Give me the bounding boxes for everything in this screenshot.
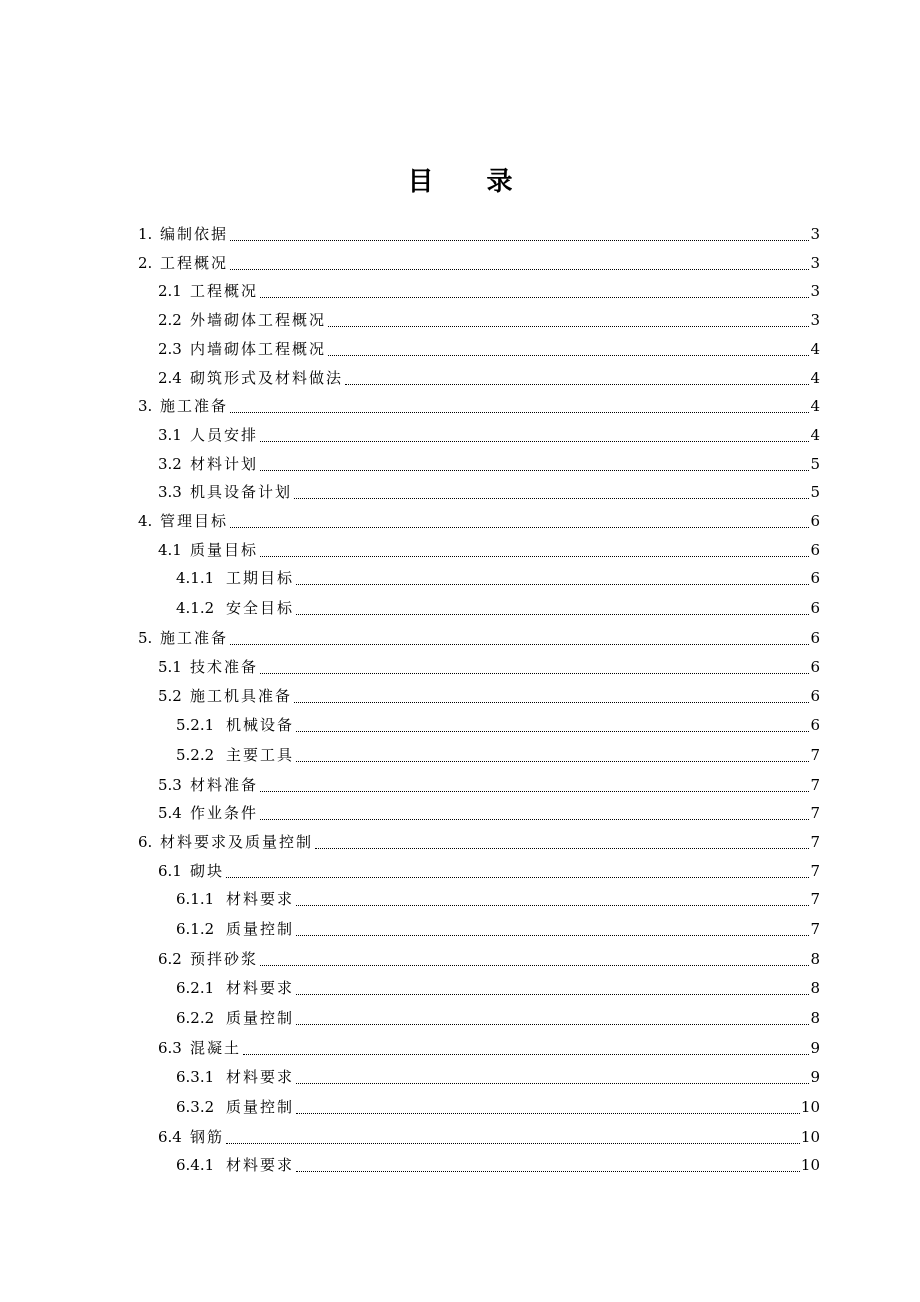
toc-entry-title: 材料要求 [226, 890, 295, 909]
toc-entry-title: 砌筑形式及材料做法 [190, 368, 344, 387]
toc-entry-number: 6.4.1 [176, 1156, 215, 1175]
toc-entry-number: 6.1.2 [176, 920, 215, 939]
toc-entry[interactable] [0, 1065, 920, 1089]
toc-entry[interactable] [0, 251, 920, 275]
toc-entry-page: 10 [800, 1156, 820, 1175]
toc-entry-page: 6 [810, 512, 820, 530]
toc-entry-title: 材料要求 [226, 979, 295, 997]
toc-dot-leader [296, 1024, 809, 1025]
toc-entry-title: 材料计划 [190, 454, 259, 473]
toc-entry[interactable] [0, 596, 920, 620]
toc-entry-title: 质量控制 [226, 1097, 295, 1116]
toc-entry-title: 材料准备 [190, 775, 259, 794]
toc-entry[interactable] [0, 684, 920, 708]
toc-dot-leader [260, 556, 809, 557]
toc-entry-number: 6.3 [158, 1039, 182, 1057]
toc-dot-leader [328, 326, 809, 327]
toc-entry-number: 5.4 [158, 804, 182, 823]
toc-entry-title: 工期目标 [226, 569, 295, 588]
toc-entry[interactable] [0, 308, 920, 332]
toc-entry-number: 5.2.1 [176, 715, 215, 734]
toc-entry-number: 4.1.2 [176, 599, 215, 618]
toc-entry-number: 2.3 [158, 339, 182, 358]
toc-entry-title: 预拌砂浆 [190, 950, 259, 969]
toc-entry[interactable] [0, 1125, 920, 1149]
toc-dot-leader [296, 1083, 809, 1084]
toc-entry-page: 6 [810, 540, 820, 559]
toc-entry[interactable] [0, 887, 920, 911]
toc-entry-number: 6.1 [158, 861, 182, 880]
toc-entry-page: 9 [810, 1067, 820, 1086]
toc-entry-title: 机械设备 [226, 715, 295, 734]
toc-dot-leader [230, 644, 809, 645]
toc-dot-leader [296, 905, 809, 906]
toc-entry-number: 6.3.1 [176, 1067, 215, 1086]
toc-entry[interactable] [0, 655, 920, 679]
toc-dot-leader [296, 761, 809, 762]
toc-entry-title: 质量目标 [190, 540, 259, 559]
toc-entry-title: 材料要求 [226, 1067, 295, 1086]
toc-entry-number: 2.4 [158, 368, 182, 387]
toc-entry-title: 混凝土 [190, 1039, 242, 1057]
toc-entry-page: 6 [810, 715, 820, 734]
toc-dot-leader [296, 731, 809, 732]
toc-entry-number: 4.1 [158, 540, 182, 559]
toc-entry-title: 施工准备 [160, 629, 229, 648]
toc-entry-number: 4.1.1 [176, 569, 215, 588]
toc-entry-page: 7 [810, 745, 820, 764]
toc-dot-leader [260, 673, 809, 674]
toc-entry-title: 内墙砌体工程概况 [190, 339, 327, 358]
toc-dot-leader [296, 614, 809, 615]
toc-entry-number: 4. [138, 512, 153, 530]
toc-entry-number: 5.2.2 [176, 745, 215, 764]
toc-dot-leader [315, 848, 809, 849]
toc-dot-leader [296, 1113, 800, 1114]
toc-entry-number: 6. [138, 832, 153, 851]
toc-entry-page: 6 [810, 686, 820, 705]
toc-entry[interactable] [0, 1153, 920, 1177]
toc-entry[interactable] [0, 713, 920, 737]
toc-entry-title: 外墙砌体工程概况 [190, 311, 327, 330]
toc-entry-page: 6 [810, 569, 820, 588]
toc-entry-number: 6.2.1 [176, 979, 215, 997]
toc-entry[interactable] [0, 394, 920, 418]
toc-dot-leader [243, 1054, 809, 1055]
toc-dot-leader [296, 935, 809, 936]
toc-entry-title: 工程概况 [190, 282, 259, 301]
toc-dot-leader [296, 994, 809, 995]
toc-entry-number: 6.1.1 [176, 890, 215, 909]
toc-entry[interactable] [0, 947, 920, 971]
toc-entry-page: 3 [810, 311, 820, 330]
toc-entry-page: 4 [810, 425, 820, 444]
toc-dot-leader [260, 965, 809, 966]
toc-entry-title: 质量控制 [226, 1009, 295, 1027]
toc-entry[interactable] [0, 1036, 920, 1060]
toc-entry-number: 3.3 [158, 483, 182, 502]
toc-dot-leader [294, 498, 809, 499]
toc-entry-page: 10 [800, 1127, 820, 1146]
toc-dot-leader [226, 1143, 800, 1144]
toc-entry[interactable] [0, 859, 920, 883]
toc-entry-page: 6 [810, 658, 820, 677]
toc-entry[interactable] [0, 538, 920, 562]
toc-entry-page: 8 [810, 950, 820, 969]
toc-entry[interactable] [0, 366, 920, 390]
toc-entry-number: 6.2.2 [176, 1009, 215, 1027]
toc-entry-number: 1. [138, 225, 153, 243]
toc-dot-leader [345, 384, 809, 385]
toc-entry-page: 6 [810, 629, 820, 648]
toc-entry-page: 3 [810, 253, 820, 272]
toc-entry-number: 3.1 [158, 425, 182, 444]
toc-dot-leader [260, 470, 809, 471]
toc-entry[interactable] [0, 917, 920, 941]
toc-entry-page: 7 [810, 804, 820, 823]
toc-dot-leader [296, 1171, 800, 1172]
toc-entry-number: 5. [138, 629, 153, 648]
toc-entry-page: 7 [810, 920, 820, 939]
toc-entry-number: 6.4 [158, 1127, 182, 1146]
toc-entry-title: 人员安排 [190, 425, 259, 444]
toc-entry-title: 技术准备 [190, 658, 259, 677]
toc-entry[interactable] [0, 773, 920, 797]
toc-entry[interactable] [0, 509, 920, 533]
toc-dot-leader [260, 441, 809, 442]
toc-entry-number: 5.1 [158, 658, 182, 677]
toc-entry-title: 施工机具准备 [190, 686, 293, 705]
toc-entry[interactable] [0, 566, 920, 590]
toc-entry-number: 5.2 [158, 686, 182, 705]
page-title: 目 录 [407, 167, 535, 197]
toc-entry-title: 机具设备计划 [190, 483, 293, 502]
toc-dot-leader [296, 584, 809, 585]
toc-dot-leader [230, 412, 809, 413]
toc-entry-page: 6 [810, 599, 820, 618]
toc-entry-title: 施工准备 [160, 397, 229, 416]
toc-entry-title: 管理目标 [160, 512, 229, 530]
toc-entry-page: 7 [810, 861, 820, 880]
toc-entry[interactable] [0, 1095, 920, 1119]
toc-entry[interactable] [0, 830, 920, 854]
toc-entry-page: 7 [810, 775, 820, 794]
toc-entry[interactable] [0, 452, 920, 476]
toc-entry[interactable] [0, 801, 920, 825]
toc-dot-leader [260, 791, 809, 792]
toc-dot-leader [230, 527, 809, 528]
toc-entry-title: 安全目标 [226, 599, 295, 618]
toc-entry-page: 3 [810, 225, 820, 243]
toc-dot-leader [260, 819, 809, 820]
toc-entry-number: 6.3.2 [176, 1097, 215, 1116]
toc-entry-title: 作业条件 [190, 804, 259, 823]
toc-entry[interactable] [0, 337, 920, 361]
toc-dot-leader [230, 269, 809, 270]
toc-entry[interactable] [0, 976, 920, 1000]
toc-dot-leader [294, 702, 809, 703]
toc-entry-page: 8 [810, 1009, 820, 1027]
toc-entry-number: 3.2 [158, 454, 182, 473]
toc-entry-page: 4 [810, 368, 820, 387]
toc-entry[interactable] [0, 279, 920, 303]
toc-entry-title: 质量控制 [226, 920, 295, 939]
toc-entry-page: 4 [810, 397, 820, 416]
toc-entry-page: 4 [810, 339, 820, 358]
toc-entry-page: 5 [810, 483, 820, 502]
toc-entry-number: 5.3 [158, 775, 182, 794]
toc-dot-leader [230, 240, 809, 241]
toc-entry-title: 主要工具 [226, 745, 295, 764]
toc-entry-number: 2.1 [158, 282, 182, 301]
toc-entry-page: 10 [800, 1097, 820, 1116]
toc-entry[interactable] [0, 1006, 920, 1030]
toc-entry[interactable] [0, 222, 920, 246]
toc-entry-page: 3 [810, 282, 820, 301]
toc-entry[interactable] [0, 626, 920, 650]
toc-entry-number: 3. [138, 397, 153, 416]
toc-entry-title: 工程概况 [160, 253, 229, 272]
toc-entry-title: 编制依据 [160, 225, 229, 243]
toc-dot-leader [328, 355, 809, 356]
toc-dot-leader [260, 297, 809, 298]
toc-entry-title: 材料要求 [226, 1156, 295, 1175]
toc-entry-title: 钢筋 [190, 1127, 225, 1146]
toc-entry-page: 5 [810, 454, 820, 473]
toc-entry-title: 砌块 [190, 861, 225, 880]
toc-entry[interactable] [0, 480, 920, 504]
toc-entry-page: 7 [810, 832, 820, 851]
toc-entry-title: 材料要求及质量控制 [160, 832, 314, 851]
toc-entry-page: 7 [810, 890, 820, 909]
toc-entry[interactable] [0, 743, 920, 767]
toc-entry-number: 2.2 [158, 311, 182, 330]
toc-entry-page: 8 [810, 979, 820, 997]
toc-entry-number: 2. [138, 253, 153, 272]
toc-entry[interactable] [0, 423, 920, 447]
toc-dot-leader [226, 877, 809, 878]
toc-entry-page: 9 [810, 1039, 820, 1057]
toc-entry-number: 6.2 [158, 950, 182, 969]
